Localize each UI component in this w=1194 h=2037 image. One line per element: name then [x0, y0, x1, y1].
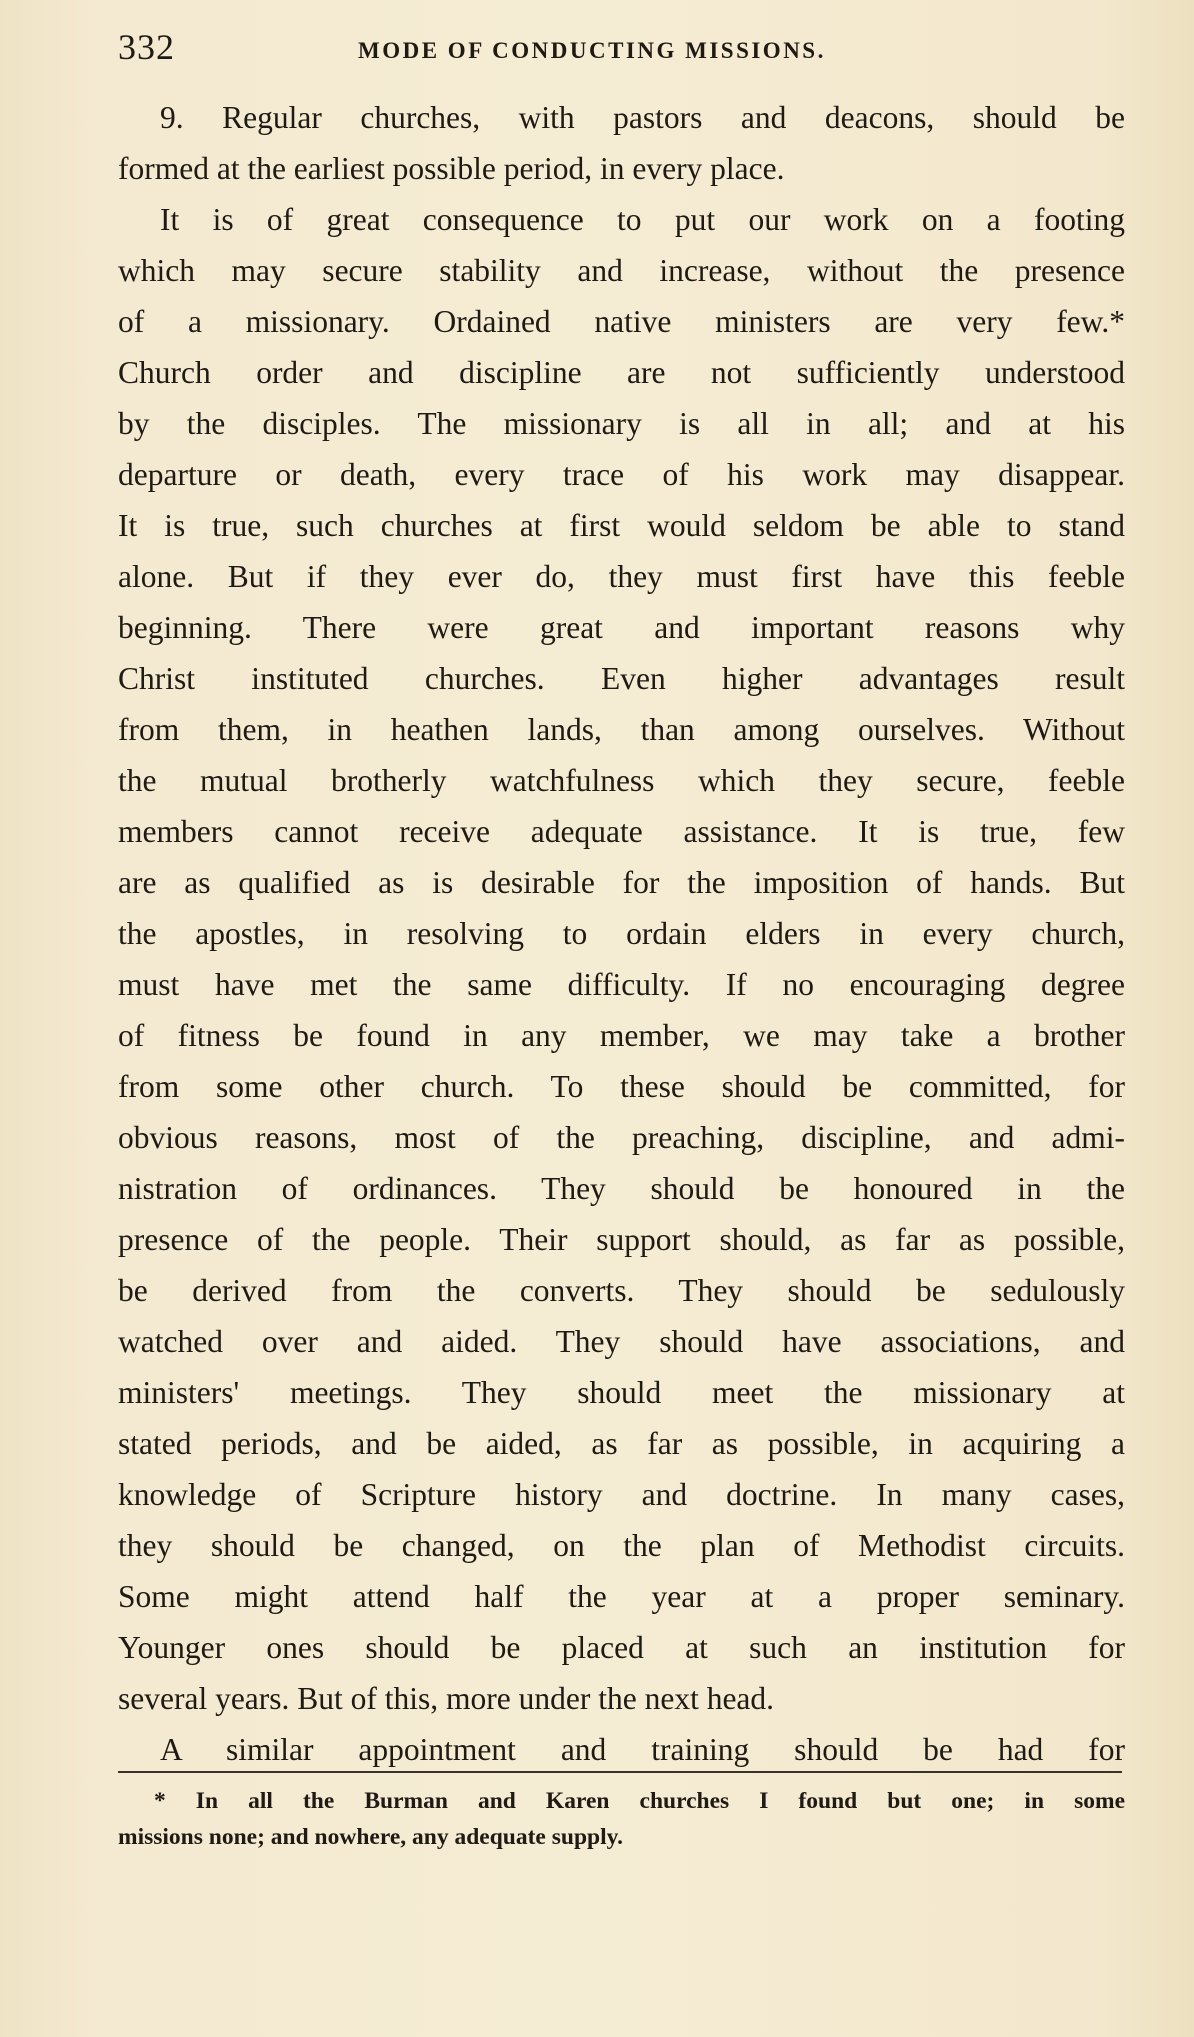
text-line: of fitness be found in any member, we may take a brother [118, 1018, 1125, 1053]
text-line: alone. But if they ever do, they must first have this feeble [118, 559, 1125, 594]
text-line: Christ instituted churches. Even higher advantages result [118, 661, 1125, 696]
text-line: by the disciples. The missionary is all in all; and at his [118, 406, 1125, 441]
text-line: obvious reasons, most of the preaching, discipline, and admi- [118, 1120, 1125, 1155]
text-line: must have met the same difficulty. If no encouraging degree [118, 967, 1125, 1002]
text-line: It is true, such churches at first would seldom be able to stand [118, 508, 1125, 543]
footnote-line: missions none; and nowhere, any adequate supply. [118, 1824, 623, 1850]
text-line: ministers' meetings. They should meet the missionary at [118, 1375, 1125, 1410]
text-line: be derived from the converts. They should be sedulously [118, 1273, 1125, 1308]
text-line: 9. Regular churches, with pastors and deacons, should be [160, 100, 1125, 135]
footnote-rule [118, 1771, 1122, 1773]
text-line: departure or death, every trace of his work may disappear. [118, 457, 1125, 492]
text-line: nistration of ordinances. They should be honoured in the [118, 1171, 1125, 1206]
text-line: members cannot receive adequate assistance. It is true, few [118, 814, 1125, 849]
text-line: of a missionary. Ordained native ministers are very few.* [118, 304, 1125, 339]
footnote [118, 1783, 1125, 1855]
page-header [118, 26, 1118, 74]
text-line: presence of the people. Their support should, as far as possible, [118, 1222, 1125, 1257]
text-line: the mutual brotherly watchfulness which they secure, feeble [118, 763, 1125, 798]
text-line: beginning. There were great and important reasons why [118, 610, 1125, 645]
text-line: several years. But of this, more under the next head. [118, 1681, 775, 1716]
text-line: Some might attend half the year at a proper seminary. [118, 1579, 1125, 1614]
text-line: from some other church. To these should be committed, for [118, 1069, 1125, 1104]
page-number: 332 [118, 27, 175, 67]
text-line: watched over and aided. They should have associations, and [118, 1324, 1125, 1359]
text-line: are as qualified as is desirable for the imposition of hands. But [118, 865, 1125, 900]
footnote-line: * In all the Burman and Karen churches I found but one; in some [154, 1788, 1125, 1814]
text-line: which may secure stability and increase, without the presence [118, 253, 1125, 288]
text-line: formed at the earliest possible period, in every place. [118, 151, 785, 186]
text-line: the apostles, in resolving to ordain elders in every church, [118, 916, 1125, 951]
text-line: they should be changed, on the plan of Methodist circuits. [118, 1528, 1125, 1563]
text-line: A similar appointment and training should be had for [160, 1732, 1125, 1767]
text-line: It is of great consequence to put our work on a footing [160, 202, 1125, 237]
body-text [118, 92, 1125, 1775]
text-line: Church order and discipline are not sufficiently understood [118, 355, 1125, 390]
text-line: knowledge of Scripture history and doctrine. In many cases, [118, 1477, 1125, 1512]
text-line: stated periods, and be aided, as far as possible, in acquiring a [118, 1426, 1125, 1461]
text-line: from them, in heathen lands, than among ourselves. Without [118, 712, 1125, 747]
text-line: Younger ones should be placed at such an institution for [118, 1630, 1125, 1665]
running-head: MODE OF CONDUCTING MISSIONS. [358, 38, 826, 63]
